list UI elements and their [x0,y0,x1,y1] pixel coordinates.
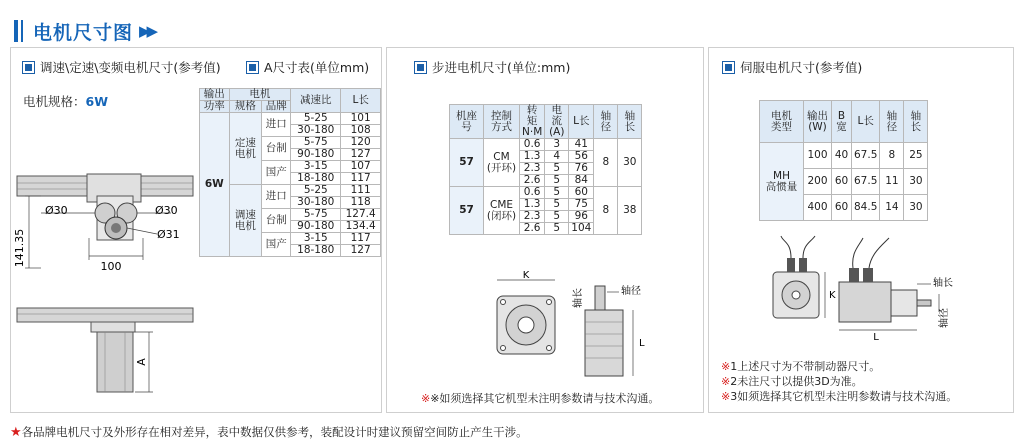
seat-cell: 57 [450,139,484,187]
shaft-dia-cell: 14 [880,195,904,221]
header-seat: 机座号 [450,105,484,139]
length-cell: 67.5 [852,143,880,169]
square-bullet-icon [247,62,258,73]
current-cell: 4 [545,151,569,163]
servo-note-1-text: 1上述尺寸为不带制动器尺寸。 [730,360,881,373]
ratio-cell: 90-180 [291,221,341,233]
length-cell: 111 [341,185,381,197]
page-title: 电机尺寸图 [33,21,134,44]
ratio-cell: 18-180 [291,245,341,257]
panel2-title-text: 步进电机尺寸(单位:mm) [432,60,571,75]
square-bullet-icon [415,62,426,73]
current-cell: 5 [545,211,569,223]
width-cell: 40 [832,143,852,169]
torque-cell: 2.6 [520,223,545,235]
ratio-cell: 30-180 [291,197,341,209]
length-cell: 117 [341,173,381,185]
footer-text: 各品牌电机尺寸及外形存在相对差异，表中数据仅供参考，装配设计时建议预留空间防止产生干涉。 [21,425,528,439]
header-shaft-dia: 轴径 [880,101,904,143]
panel2-title [415,58,570,76]
gear-motor-spec-table [199,88,381,257]
shaft-dia-cell: 8 [880,143,904,169]
table-row [200,113,381,125]
header-motor: 电机 [229,89,291,101]
stepper-spec-table [449,104,642,235]
header-spec: 规格 [229,101,262,113]
header-output: 输出 (W) [804,101,832,143]
motor-spec-label [23,92,108,110]
header-output: 输出 [200,89,230,101]
header-current: 电流 (A) [545,105,569,139]
torque-cell: 2.6 [520,175,545,187]
table-row [760,143,928,169]
ratio-cell: 18-180 [291,173,341,185]
motor-spec-value: 6W [85,94,109,109]
header-length: L长 [852,101,880,143]
square-bullet-icon [23,62,34,73]
header-width: B宽 [832,101,852,143]
ratio-cell: 5-25 [291,185,341,197]
current-cell: 5 [545,163,569,175]
table-row [450,139,642,151]
stepper-l-label: L [639,338,645,349]
spec-cell: 调速 电机 [229,185,262,257]
servo-motor-drawing [763,232,993,342]
torque-cell: 0.6 [520,187,545,199]
length-cell: 84.5 [852,195,880,221]
length-cell: 84 [569,175,594,187]
width-cell: 60 [832,169,852,195]
ratio-cell: 3-15 [291,161,341,173]
dim-141-label: 141.35 [13,228,26,268]
power-cell: 6W [200,113,230,257]
panel-gear-motor [10,47,382,413]
header-type: 电机 类型 [760,101,804,143]
header-brand: 品牌 [262,101,291,113]
length-cell: 60 [569,187,594,199]
dia-30-left-label: Ø30 [45,204,68,217]
footer-note [10,424,528,440]
length-cell: 104 [569,223,594,235]
output-cell: 400 [804,195,832,221]
output-cell: 200 [804,169,832,195]
motor-spec-text: 电机规格： [23,94,86,109]
ratio-cell: 5-75 [291,137,341,149]
note-mark: ※ [721,360,731,373]
brand-cell: 台制 [262,209,291,233]
panel3-title [723,58,862,76]
header-shaft-dia: 轴径 [594,105,618,139]
header-shaft-len: 轴长 [618,105,642,139]
shaft-len-cell: 30 [904,169,928,195]
length-cell: 108 [341,125,381,137]
header-length: L长 [341,89,381,113]
seat-cell: 57 [450,187,484,235]
panel1-title [23,58,221,76]
length-cell: 127 [341,245,381,257]
width-cell: 60 [832,195,852,221]
length-cell: 41 [569,139,594,151]
length-cell: 96 [569,211,594,223]
header-bar [14,20,18,42]
control-cell: CM (开环) [484,139,520,187]
header-shaft-len: 轴长 [904,101,928,143]
length-cell: 134.4 [341,221,381,233]
servo-spec-table [759,100,928,221]
panel1-title-a: 调速\定速\变频电机尺寸(参考值) [40,60,221,75]
gear-motor-drawing [11,148,201,410]
note-mark: ※ [421,392,431,405]
ratio-cell: 3-15 [291,233,341,245]
torque-cell: 1.3 [520,151,545,163]
shaft-len-cell: 38 [618,187,642,235]
length-cell: 75 [569,199,594,211]
stepper-k-label: K [522,270,530,281]
servo-note-3-text: 3如须选择其它机型未注明参数请与技术沟通。 [730,390,958,403]
note-mark: ※ [721,375,731,388]
shaft-len-cell: 30 [618,139,642,187]
length-cell: 107 [341,161,381,173]
header-torque: 转矩 N·M [520,105,545,139]
servo-note-1 [721,358,880,374]
square-bullet-icon [723,62,734,73]
panel1-title-b: A尺寸表(单位mm) [264,60,370,75]
type-cell: MH 高惯量 [760,143,804,221]
servo-shaft-len-label: 轴长 [933,278,953,289]
length-cell: 118 [341,197,381,209]
current-cell: 5 [545,223,569,235]
length-cell: 67.5 [852,169,880,195]
servo-note-3 [721,388,957,404]
header-power: 功率 [200,101,230,113]
length-cell: 127.4 [341,209,381,221]
star-icon: ★ [10,425,22,440]
brand-cell: 进口 [262,185,291,209]
stepper-shaft-len-label: 轴长 [573,288,584,308]
dim-a-label: A [135,358,148,366]
header-control: 控制 方式 [484,105,520,139]
length-cell: 101 [341,113,381,125]
current-cell: 5 [545,187,569,199]
servo-k-label: K [829,290,836,301]
shaft-dia-cell: 8 [594,187,618,235]
length-cell: 76 [569,163,594,175]
section-header [14,18,154,44]
note-mark: ※ [721,390,731,403]
double-arrow-icon: ▶▶ [139,22,155,40]
header-ratio: 减速比 [291,89,341,113]
panel3-title-text: 伺服电机尺寸(参考值) [740,60,863,75]
current-cell: 5 [545,175,569,187]
torque-cell: 2.3 [520,163,545,175]
dia-31-label: Ø31 [157,228,180,241]
servo-note-2-text: 2未注尺寸以提供3D为准。 [730,375,863,388]
brand-cell: 国产 [262,161,291,185]
ratio-cell: 30-180 [291,125,341,137]
length-cell: 120 [341,137,381,149]
length-cell: 117 [341,233,381,245]
shaft-dia-cell: 11 [880,169,904,195]
torque-cell: 2.3 [520,211,545,223]
control-cell: CME (闭环) [484,187,520,235]
current-cell: 3 [545,139,569,151]
panel-servo-motor [708,47,1014,413]
stepper-shaft-dia-label: 轴径 [621,286,641,297]
shaft-len-cell: 25 [904,143,928,169]
brand-cell: 台制 [262,137,291,161]
ratio-cell: 5-25 [291,113,341,125]
servo-l-label: L [873,332,879,342]
torque-cell: 1.3 [520,199,545,211]
table-row [450,187,642,199]
header-bar-thin [21,20,23,42]
dim-100-label: 100 [100,260,122,273]
dia-30-right-label: Ø30 [155,204,178,217]
stepper-note-text: ※如须选择其它机型未注明参数请与技术沟通。 [430,392,660,405]
length-cell: 127 [341,149,381,161]
brand-cell: 进口 [262,113,291,137]
current-cell: 5 [545,199,569,211]
torque-cell: 0.6 [520,139,545,151]
panel1-title-table [247,58,369,76]
header-length: L长 [569,105,594,139]
ratio-cell: 5-75 [291,209,341,221]
panel-stepper-motor [386,47,704,413]
servo-note-2 [721,373,863,389]
shaft-len-cell: 30 [904,195,928,221]
ratio-cell: 90-180 [291,149,341,161]
spec-cell: 定速 电机 [229,113,262,185]
length-cell: 56 [569,151,594,163]
stepper-motor-drawing [487,262,667,382]
output-cell: 100 [804,143,832,169]
servo-shaft-dia-label: 轴径 [939,308,950,328]
stepper-note [421,390,659,406]
brand-cell: 国产 [262,233,291,257]
shaft-dia-cell: 8 [594,139,618,187]
